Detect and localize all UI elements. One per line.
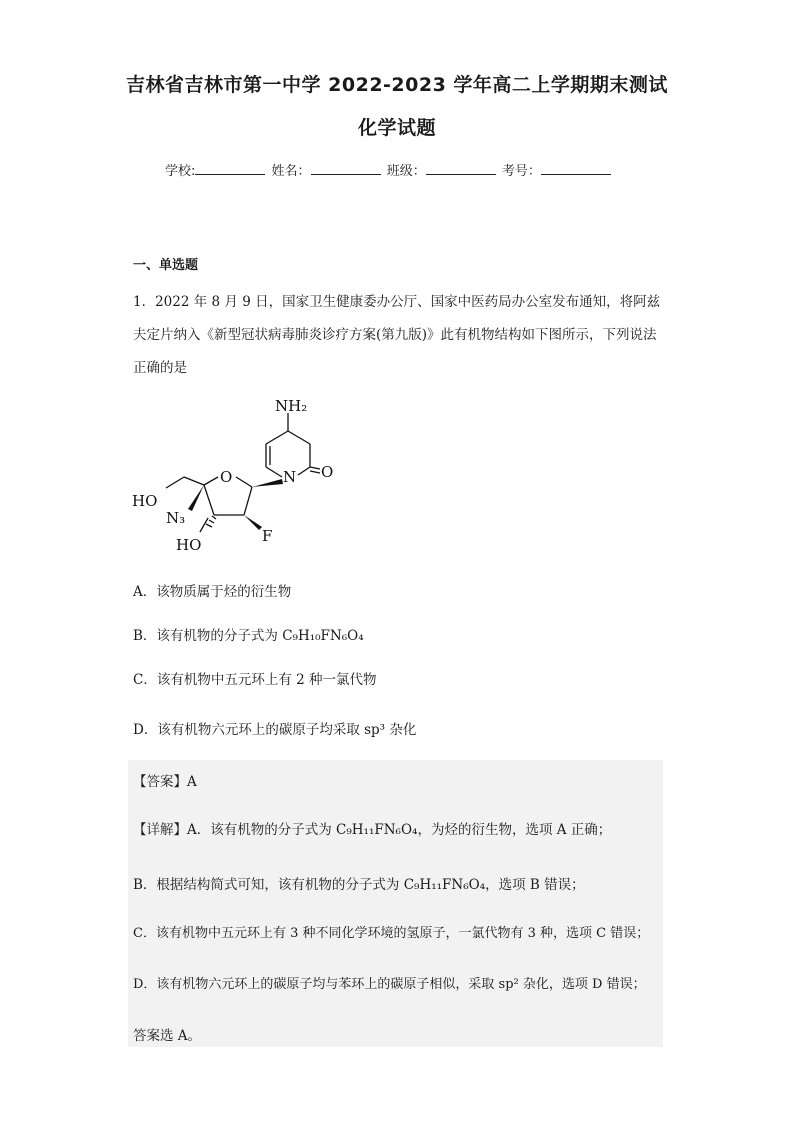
detail-line-d: D．该有机物六元环上的碳原子均与苯环上的碳原子相似，采取 sp² 杂化，选项 D 错误； (133, 977, 646, 992)
class-label: 班级： (386, 164, 426, 179)
hydroxyl-bottom-label: HO (176, 536, 202, 554)
detail-line-b: B．根据结构简式可知，该有机物的分子式为 C₉H₁₁FN₆O₄，选项 B 错误； (133, 877, 585, 893)
exam-number-label: 考号： (501, 164, 541, 179)
document-subtitle: 化学试题 (357, 117, 436, 139)
answer-panel (128, 760, 663, 1047)
school-blank (195, 162, 265, 175)
answer-conclusion: 答案选 A。 (133, 1028, 202, 1044)
detail-line-a: 【详解】A．该有机物的分子式为 C₉H₁₁FN₆O₄，为烃的衍生物，选项 A 正确； (133, 822, 612, 838)
name-label: 姓名： (271, 164, 311, 179)
school-label: 学校: (165, 164, 196, 179)
option-c: C．该有机物中五元环上有 2 种一氯代物 (133, 672, 377, 688)
nh2-label: NH₂ (275, 397, 308, 415)
hydroxyl-top-label: HO (132, 492, 158, 510)
azide-label: N₃ (166, 509, 186, 527)
student-info-row (165, 160, 613, 179)
ring-oxygen-label: O (220, 468, 233, 486)
carbonyl-oxygen-label: O (321, 463, 334, 481)
section-heading: 一、单选题 (133, 258, 199, 273)
answer-line: 【答案】A (133, 774, 197, 790)
name-blank (311, 162, 381, 175)
exam-number-blank (541, 162, 611, 175)
detail-line-c: C．该有机物中五元环上有 3 种不同化学环境的氢原子，一氯代物有 3 种，选项 C 错误； (133, 926, 650, 941)
ring-nitrogen-label: N (283, 468, 297, 486)
question-stem: 1．2022 年 8 月 9 日，国家卫生健康委办公厅、国家中医药局办公室发布通知，将阿兹夫定片纳入《新型冠状病毒肺炎诊疗方案(第九版)》此有机物结构如下图所示，下列说法正确的是 (133, 294, 661, 376)
document-title: 吉林省吉林市第一中学 2022-2023 学年高二上学期期末测试 (126, 74, 668, 96)
option-d: D．该有机物六元环上的碳原子均采取 sp³ 杂化 (133, 722, 417, 738)
option-a: A．该物质属于烃的衍生物 (133, 584, 292, 600)
fluorine-label: F (262, 527, 273, 545)
molecule-structure (128, 385, 348, 560)
class-blank (426, 162, 496, 175)
option-b: B．该有机物的分子式为 C₉H₁₀FN₆O₄ (133, 628, 364, 644)
